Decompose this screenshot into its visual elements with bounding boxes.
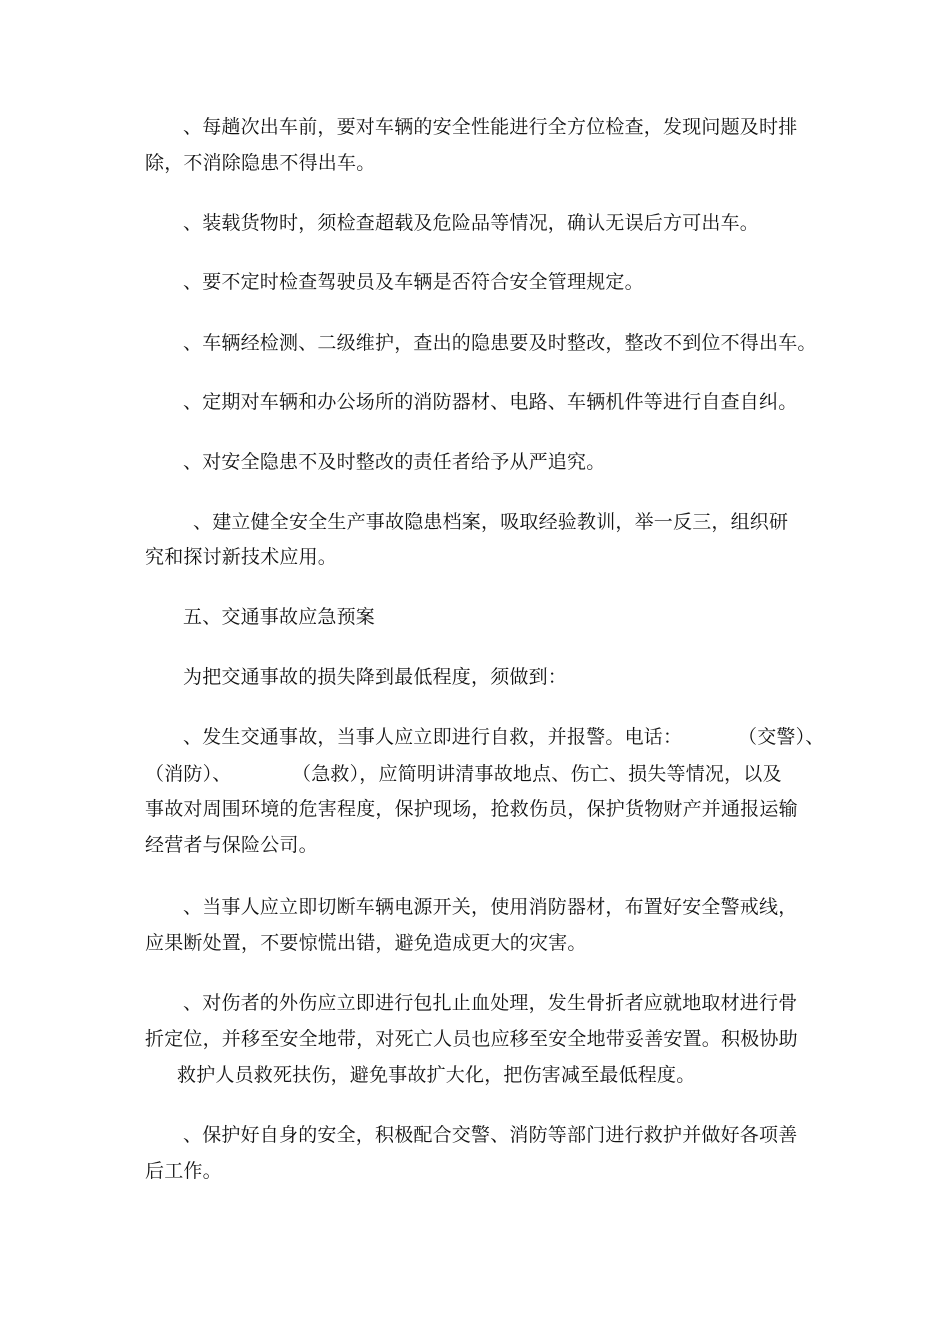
paragraph-1-line-1: 、每趟次出车前，要对车辆的安全性能进行全方位检查，发现问题及时排 [183, 116, 798, 138]
paragraph-2-line-1: 、装载货物时，须检查超载及危险品等情况，确认无误后方可出车。 [183, 212, 760, 234]
paragraph-10-line-4: 经营者与保险公司。 [145, 834, 318, 856]
paragraph-12-line-3: 救护人员救死扶伤，避免事故扩大化，把伤害减至最低程度。 [177, 1064, 696, 1086]
paragraph-4-line-1: 、车辆经检测、二级维护，查出的隐患要及时整改，整改不到位不得出车。 [183, 332, 817, 354]
paragraph-10-fire-label: （消防）、 [145, 763, 232, 785]
paragraph-10-line-2: （急救），应简明讲清事故地点、伤亡、损失等情况，以及 [292, 763, 782, 785]
section-heading: 五、交通事故应急预案 [183, 606, 376, 628]
paragraph-13-line-2: 后工作。 [145, 1160, 222, 1182]
paragraph-10-line-3: 事故对周围环境的危害程度，保护现场，抢救伤员，保护货物财产并通报运输 [145, 798, 798, 820]
paragraph-13-line-1: 、保护好自身的安全，积极配合交警、消防等部门进行救护并做好各项善 [183, 1124, 798, 1146]
paragraph-7-line-1: 、建立健全安全生产事故隐患档案，吸取经验教训，举一反三，组织研 [193, 511, 789, 533]
paragraph-11-line-2: 应果断处置，不要惊慌出错，避免造成更大的灾害。 [145, 932, 587, 954]
paragraph-7-line-2: 究和探讨新技术应用。 [145, 546, 338, 568]
section-intro: 为把交通事故的损失降到最低程度，须做到： [183, 666, 568, 688]
paragraph-6-line-1: 、对安全隐患不及时整改的责任者给予从严追究。 [183, 451, 606, 473]
paragraph-5-line-1: 、定期对车辆和办公场所的消防器材、电路、车辆机件等进行自查自纠。 [183, 391, 798, 413]
paragraph-10-line-1: 、发生交通事故，当事人应立即进行自救，并报警。电话： [183, 726, 683, 748]
paragraph-12-line-1: 、对伤者的外伤应立即进行包扎止血处理，发生骨折者应就地取材进行骨 [183, 992, 798, 1014]
paragraph-11-line-1: 、当事人应立即切断车辆电源开关，使用消防器材，布置好安全警戒线， [183, 896, 798, 918]
paragraph-10-police-label: （交警）、 [738, 726, 825, 748]
paragraph-3-line-1: 、要不定时检查驾驶员及车辆是否符合安全管理规定。 [183, 271, 644, 293]
paragraph-1-line-2: 除，不消除隐患不得出车。 [145, 152, 376, 174]
paragraph-12-line-2: 折定位，并移至安全地带，对死亡人员也应移至安全地带妥善安置。积极协助 [145, 1028, 798, 1050]
